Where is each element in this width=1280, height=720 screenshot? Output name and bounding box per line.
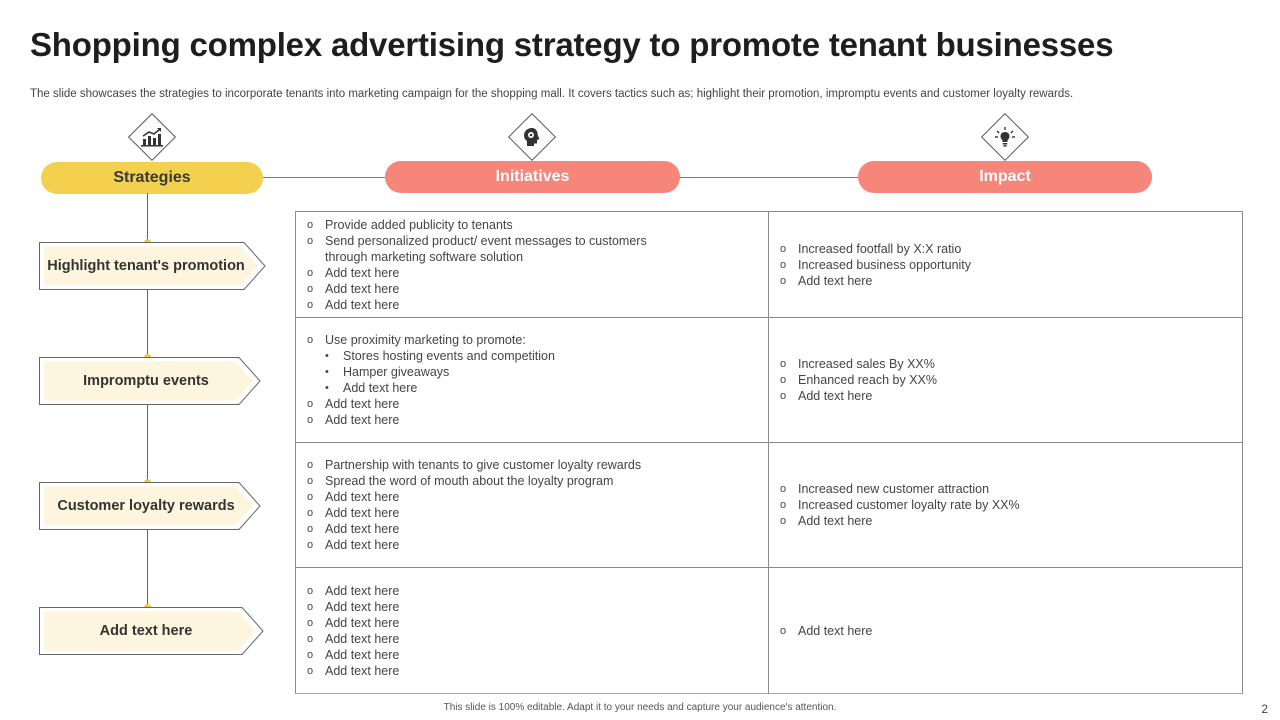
lightbulb-icon	[981, 113, 1029, 161]
initiatives-cell	[296, 318, 769, 442]
bullet-item	[780, 513, 1242, 529]
bullet-marker: o	[307, 414, 314, 426]
bullet-item	[307, 217, 768, 233]
initiatives-cell	[296, 443, 769, 567]
bullet-text: Increased new customer attraction	[798, 482, 990, 496]
bullet-item	[307, 364, 768, 380]
initiatives-cell	[296, 568, 769, 693]
bullet-text: Add text here	[325, 490, 400, 504]
bullet-marker: •	[325, 366, 329, 378]
bullet-text: Add text here	[325, 583, 400, 598]
initiatives-cell	[296, 212, 769, 317]
bullet-text: Add text here	[325, 413, 400, 427]
bullet-marker: o	[307, 600, 314, 613]
bullet-text: Add text here	[798, 623, 873, 638]
bullet-marker: o	[307, 632, 314, 645]
bullet-item	[780, 257, 1242, 273]
header-connector-left	[262, 177, 386, 178]
bullet-item	[307, 457, 768, 473]
bullet-text: Send personalized product/ event messages to customers	[325, 233, 647, 248]
bullet-marker: o	[307, 539, 314, 551]
bullet-marker: o	[780, 242, 787, 255]
bullet-item	[307, 265, 768, 281]
bullet-text: Add text here	[325, 647, 400, 662]
bullet-item	[307, 631, 768, 647]
bullet-text: Spread the word of mouth about the loyalty program	[325, 474, 614, 488]
bullet-item	[307, 473, 768, 489]
bullet-item	[780, 388, 1242, 404]
bullet-text: Hamper giveaways	[343, 365, 450, 379]
bullet-item	[307, 412, 768, 428]
bullet-marker: o	[307, 234, 314, 247]
bullet-item	[307, 521, 768, 537]
bullet-item	[307, 615, 768, 631]
bullet-item	[780, 623, 1242, 639]
bullet-marker: •	[325, 382, 329, 394]
bullet-marker: o	[780, 483, 787, 495]
strategy-box-3	[39, 482, 265, 530]
bullet-text: Add text here	[325, 506, 400, 520]
bullet-marker: •	[325, 350, 329, 362]
bullet-marker: o	[307, 648, 314, 661]
slide-footer: This slide is 100% editable. Adapt it to your needs and capture your audience's attention.	[443, 702, 837, 713]
head-gears-icon	[508, 113, 556, 161]
impact-cell	[769, 568, 1242, 693]
bullet-marker: o	[307, 584, 314, 597]
bullet-marker: o	[307, 491, 314, 503]
impact-cell	[769, 443, 1242, 567]
bullet-marker: o	[780, 624, 787, 637]
bullet-item	[307, 583, 768, 599]
bullet-marker: o	[307, 282, 314, 295]
strategy-box-4	[39, 607, 265, 655]
bullet-item	[307, 281, 768, 297]
bullet-item	[780, 356, 1242, 372]
impact-header: Impact	[858, 161, 1152, 193]
bullet-item	[780, 241, 1242, 257]
bullet-item	[307, 380, 768, 396]
strategy-label: Impromptu events	[83, 373, 209, 389]
page-number: 2	[1261, 702, 1268, 716]
header-connector-right	[679, 177, 859, 178]
slide-subtitle: The slide showcases the strategies to incorporate tenants into marketing campaign for the shopping mall. It covers tactics such as; highlight their promotion, impromptu events and customer loyalty rewards.	[30, 88, 1074, 100]
bullet-marker: o	[307, 475, 314, 487]
bullet-marker: o	[307, 459, 314, 471]
bullet-text: Increased customer loyalty rate by XX%	[798, 498, 1020, 512]
bullet-marker: o	[307, 664, 314, 677]
table-row	[296, 568, 1242, 693]
bullet-marker: o	[780, 499, 787, 511]
bullet-item	[780, 372, 1242, 388]
bullet-item	[307, 505, 768, 521]
bullet-item	[307, 663, 768, 679]
strategy-label: Customer loyalty rewards	[57, 498, 235, 514]
bullet-text: Add text here	[325, 297, 400, 312]
bullet-text: Add text here	[798, 273, 873, 288]
bullet-item	[307, 396, 768, 412]
strategy-label: Highlight tenant's promotion	[47, 258, 245, 274]
bullet-item	[307, 647, 768, 663]
bullet-item	[780, 497, 1242, 513]
bullet-marker: o	[307, 523, 314, 535]
bullet-marker: o	[780, 358, 787, 370]
bullet-marker: o	[780, 374, 787, 386]
bullet-text: Add text here	[325, 538, 400, 552]
bullet-marker: o	[307, 218, 314, 231]
table-row	[296, 212, 1242, 318]
strategies-header: Strategies	[41, 162, 263, 194]
impact-cell	[769, 318, 1242, 442]
bullet-text: Add text here	[325, 522, 400, 536]
bullet-item	[780, 273, 1242, 289]
bullet-item	[307, 233, 768, 249]
bullet-marker: o	[780, 258, 787, 271]
bullet-text: Add text here	[325, 281, 400, 296]
bullet-marker: o	[307, 298, 314, 311]
bullet-text: Add text here	[343, 381, 418, 395]
bullet-item	[780, 481, 1242, 497]
bullet-text: Increased sales By XX%	[798, 357, 935, 371]
bullet-marker: o	[307, 398, 314, 410]
bullet-marker: o	[307, 507, 314, 519]
bullet-marker: o	[780, 274, 787, 287]
bullet-item	[307, 537, 768, 553]
bullet-text: Provide added publicity to tenants	[325, 217, 513, 232]
bullet-text: Use proximity marketing to promote:	[325, 333, 526, 347]
bullet-text: Partnership with tenants to give customer loyalty rewards	[325, 458, 642, 472]
initiatives-header: Initiatives	[385, 161, 680, 193]
slide-title: Shopping complex advertising strategy to promote tenant businesses	[30, 26, 1114, 63]
impact-cell	[769, 212, 1242, 317]
bullet-text: through marketing software solution	[325, 249, 524, 264]
strategy-box-1	[39, 242, 265, 290]
strategy-box-2	[39, 357, 265, 405]
bullet-text: Add text here	[325, 631, 400, 646]
bullet-text: Add text here	[325, 615, 400, 630]
strategy-label: Add text here	[99, 623, 193, 639]
bullet-item	[307, 489, 768, 505]
bullet-text: Add text here	[798, 514, 873, 528]
bullet-marker: o	[307, 266, 314, 279]
bullet-marker: o	[780, 515, 787, 527]
bullet-item	[307, 249, 768, 265]
bullet-text: Stores hosting events and competition	[343, 349, 555, 363]
bullet-item	[307, 599, 768, 615]
bullet-text: Enhanced reach by XX%	[798, 373, 937, 387]
bullet-item	[307, 297, 768, 313]
strategy-table	[295, 211, 1243, 694]
bullet-text: Increased business opportunity	[798, 257, 972, 272]
bullet-marker: o	[307, 334, 314, 346]
bullet-text: Add text here	[798, 389, 873, 403]
bullet-text: Increased footfall by X:X ratio	[798, 241, 962, 256]
bullet-item	[307, 348, 768, 364]
table-row	[296, 318, 1242, 443]
bullet-marker: o	[307, 616, 314, 629]
bullet-item	[307, 332, 768, 348]
bullet-text: Add text here	[325, 265, 400, 280]
bullet-text: Add text here	[325, 663, 400, 678]
bullet-text: Add text here	[325, 397, 400, 411]
bullet-text: Add text here	[325, 599, 400, 614]
bullet-marker: o	[780, 390, 787, 402]
bar-chart-growth-icon	[128, 113, 176, 161]
table-row	[296, 443, 1242, 568]
